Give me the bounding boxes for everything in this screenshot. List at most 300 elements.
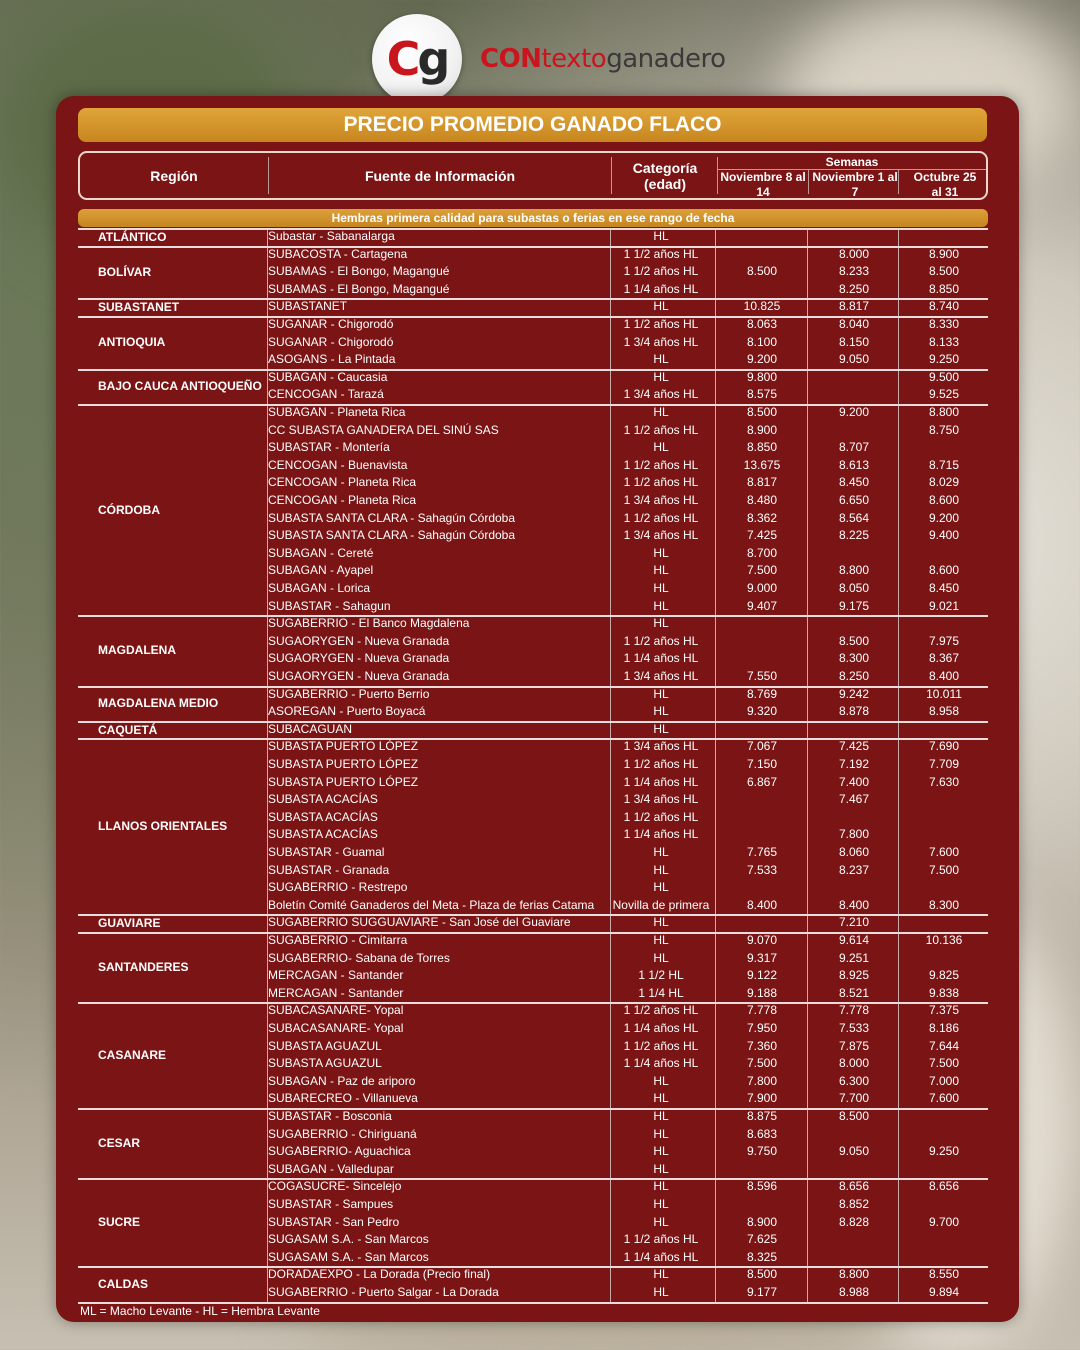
table-row: [78, 914, 988, 932]
week3-value: 7.600: [928, 1091, 960, 1106]
source-cell: SUBASTAR - Sampues: [268, 1197, 394, 1211]
week3-value: 8.300: [928, 897, 960, 912]
week2-value: 8.150: [838, 334, 870, 349]
week3-value: 8.800: [928, 405, 960, 419]
week2-value: 8.500: [838, 633, 870, 648]
week3-value: 7.690: [928, 739, 960, 754]
region-name: CASANARE: [98, 1048, 167, 1063]
table-row: [78, 1249, 988, 1267]
category-cell: 1 1/2 años HL: [623, 422, 699, 437]
week1-value: 8.100: [746, 334, 778, 349]
table-row: [78, 1108, 988, 1126]
source-cell: SUBASTA ACACÍAS: [268, 792, 378, 807]
week2-value: 8.250: [838, 281, 870, 296]
table-row: [78, 369, 988, 387]
category-cell: HL: [653, 598, 669, 613]
week1-value: 9.200: [746, 352, 778, 367]
category-cell: HL: [653, 1197, 669, 1211]
week3-value: 9.825: [928, 968, 960, 983]
table-row: [78, 386, 988, 404]
week3-value: 8.715: [928, 457, 960, 472]
table-row: [78, 703, 988, 721]
week3-value: 8.367: [928, 651, 960, 666]
category-cell: HL: [653, 880, 669, 895]
source-cell: SUGANAR - Chigorodó: [268, 317, 394, 331]
table-row: [78, 686, 988, 704]
region-name: SUBASTANET: [98, 300, 180, 315]
table-row: [78, 1143, 988, 1161]
week3-value: 7.000: [928, 1073, 960, 1088]
week3-value: 8.133: [928, 334, 960, 349]
source-cell: SUBAGAN - Paz de ariporo: [268, 1073, 416, 1088]
table-row: [78, 1161, 988, 1179]
source-cell: Boletín Comité Ganaderos del Meta - Plaza de ferias Catama: [268, 897, 595, 912]
brand-logo: [372, 14, 726, 104]
header-weeks: Semanas: [825, 155, 879, 169]
week3-value: 8.600: [928, 493, 960, 507]
section-subtitle: Hembras primera calidad para subastas o ferias en ese rango de fecha: [78, 209, 988, 227]
category-cell: 1 1/2 años HL: [623, 757, 699, 771]
category-cell: 1 1/2 años HL: [623, 475, 699, 490]
week2-value: 8.237: [838, 862, 870, 877]
table-row: [78, 791, 988, 809]
week2-value: 8.400: [838, 897, 870, 912]
source-cell: SUBASTAR - San Pedro: [268, 1214, 400, 1229]
week2-value: 8.000: [838, 246, 870, 261]
table-row: [78, 756, 988, 774]
week2-value: 9.200: [838, 405, 870, 419]
table-row: [78, 615, 988, 633]
week3-value: 9.250: [928, 1144, 960, 1159]
category-cell: HL: [653, 862, 669, 877]
week2-value: 8.450: [838, 475, 870, 490]
week1-value: 8.480: [746, 493, 778, 507]
week2-value: 6.650: [838, 493, 870, 507]
week2-value: 7.192: [838, 757, 870, 771]
source-cell: SUGABERRIO- Aguachica: [268, 1144, 411, 1159]
category-cell: HL: [653, 299, 669, 314]
week1-value: 8.769: [746, 686, 778, 701]
table-row: [78, 527, 988, 545]
source-cell: SUGABERRIO - Puerto Berrio: [268, 686, 430, 701]
category-cell: HL: [653, 616, 669, 631]
table-row: [78, 316, 988, 334]
week2-value: 7.425: [838, 739, 870, 754]
table-row: [78, 809, 988, 827]
table-row: [78, 1126, 988, 1144]
week2-value: 7.400: [838, 774, 870, 789]
week1-value: 8.900: [746, 1214, 778, 1229]
week2-value: 8.800: [838, 563, 870, 578]
week2-value: 8.050: [838, 581, 870, 595]
category-cell: Novilla de primera: [612, 897, 710, 912]
week2-value: 7.875: [838, 1038, 870, 1053]
table-row: [78, 492, 988, 510]
category-cell: HL: [653, 933, 669, 947]
header-week-3: Octubre 25 al 31: [913, 170, 977, 199]
source-cell: SUBACOSTA - Cartagena: [268, 246, 408, 261]
source-cell: SUBAMAS - El Bongo, Magangué: [268, 264, 450, 279]
week1-value: 8.325: [746, 1249, 778, 1264]
week2-value: 8.500: [838, 1109, 870, 1123]
week1-value: 7.625: [746, 1232, 778, 1247]
category-cell: HL: [653, 1109, 669, 1123]
week3-value: 9.250: [928, 352, 960, 367]
source-cell: SUBACAGUAN: [268, 721, 353, 736]
table-row: [78, 1231, 988, 1249]
table-row: [78, 474, 988, 492]
week1-value: 8.575: [746, 387, 778, 402]
week2-value: 9.050: [838, 1144, 870, 1159]
region-name: LLANOS ORIENTALES: [98, 819, 228, 834]
week1-value: 8.683: [746, 1126, 778, 1141]
week1-value: 7.425: [746, 528, 778, 543]
week3-value: 9.894: [928, 1285, 960, 1299]
table-row: [78, 774, 988, 792]
week2-value: 8.233: [838, 264, 870, 279]
week2-value: 8.225: [838, 528, 870, 543]
week3-value: 7.600: [928, 845, 960, 859]
category-cell: 1 1/2 años HL: [623, 264, 699, 279]
source-cell: SUBASTAR - Granada: [268, 862, 390, 877]
category-cell: HL: [653, 1285, 669, 1299]
week1-value: 8.700: [746, 545, 778, 560]
source-cell: SUGABERRIO - Chiriguaná: [268, 1126, 417, 1141]
source-cell: SUGABERRIO - El Banco Magdalena: [268, 616, 470, 631]
source-cell: SUGASAM S.A. - San Marcos: [268, 1249, 429, 1264]
brand-mark-icon: C g: [372, 14, 462, 104]
week3-value: 8.958: [928, 704, 960, 719]
source-cell: SUBASTA SANTA CLARA - Sahagún Córdoba: [268, 528, 516, 543]
table-row: [78, 404, 988, 422]
source-cell: SUBAGAN - Planeta Rica: [268, 405, 406, 419]
week1-value: 6.867: [746, 774, 778, 789]
category-cell: 1 1/4 años HL: [623, 774, 699, 789]
page-title: PRECIO PROMEDIO GANADO FLACO: [78, 108, 987, 142]
region-name: CAQUETÁ: [98, 722, 158, 737]
week3-value: 8.850: [928, 281, 960, 296]
category-cell: HL: [653, 229, 669, 243]
header-region: Región: [150, 167, 198, 184]
region-name: GUAVIARE: [98, 916, 161, 931]
category-cell: 1 1/4 años HL: [623, 281, 699, 296]
table-row: [78, 1266, 988, 1284]
week2-value: 9.614: [838, 933, 870, 947]
week2-value: 7.700: [838, 1091, 870, 1106]
category-cell: HL: [653, 1214, 669, 1229]
source-cell: ASOGANS - La Pintada: [268, 352, 396, 367]
region-name: CALDAS: [98, 1276, 148, 1291]
week1-value: 9.070: [746, 933, 778, 947]
category-cell: 1 1/4 años HL: [623, 1056, 699, 1071]
category-cell: 1 1/4 años HL: [623, 1021, 699, 1035]
table-row: [78, 263, 988, 281]
category-cell: 1 1/4 años HL: [623, 1249, 699, 1264]
week3-value: 8.550: [928, 1267, 960, 1282]
category-cell: 1 1/2 años HL: [623, 1003, 699, 1018]
category-cell: HL: [653, 563, 669, 578]
table-row: [78, 1020, 988, 1038]
week1-value: 8.850: [746, 440, 778, 455]
category-cell: HL: [653, 581, 669, 595]
source-cell: SUBASTAR - Sahagun: [268, 598, 391, 613]
region-name: ATLÁNTICO: [98, 229, 167, 244]
week1-value: 9.320: [746, 704, 778, 719]
source-cell: CENCOGAN - Planeta Rica: [268, 493, 417, 507]
week3-value: 9.700: [928, 1214, 960, 1229]
source-cell: SUBAGAN - Ayapel: [268, 563, 374, 578]
category-cell: HL: [653, 845, 669, 859]
week2-value: 7.533: [838, 1021, 870, 1035]
category-cell: HL: [653, 704, 669, 719]
header-source: Fuente de Información: [364, 167, 516, 184]
table-row: [78, 1055, 988, 1073]
week2-value: 9.251: [838, 950, 870, 965]
week3-value: 7.630: [928, 774, 960, 789]
week1-value: 9.177: [746, 1285, 778, 1299]
week1-value: 8.500: [746, 1267, 778, 1282]
week2-value: 8.521: [838, 985, 870, 1000]
category-cell: HL: [653, 405, 669, 419]
category-cell: 1 3/4 años HL: [623, 334, 699, 349]
week3-value: 9.400: [928, 528, 960, 543]
brand-name: CONtextoganadero: [480, 44, 726, 74]
week3-value: 8.500: [928, 264, 960, 279]
region-name: MAGDALENA: [98, 643, 176, 658]
table-row: [78, 439, 988, 457]
source-cell: SUGAORYGEN - Nueva Granada: [268, 633, 450, 648]
table-row: [78, 1090, 988, 1108]
week1-value: 9.407: [746, 598, 778, 613]
region-name: SUCRE: [98, 1215, 141, 1230]
category-cell: 1 1/4 HL: [638, 985, 684, 1000]
source-cell: SUGASAM S.A. - San Marcos: [268, 1232, 429, 1247]
week3-value: 9.500: [928, 369, 960, 384]
source-cell: MERCAGAN - Santander: [268, 968, 404, 983]
source-cell: SUGAORYGEN - Nueva Granada: [268, 669, 450, 683]
week1-value: 7.067: [746, 739, 778, 754]
source-cell: Subastar - Sabanalarga: [268, 229, 395, 243]
week1-value: 9.000: [746, 581, 778, 595]
week1-value: 7.360: [746, 1038, 778, 1053]
region-name: MAGDALENA MEDIO: [98, 696, 219, 711]
week2-value: 9.050: [838, 352, 870, 367]
source-cell: SUBASTA SANTA CLARA - Sahagún Córdoba: [268, 510, 516, 525]
source-cell: SUGAORYGEN - Nueva Granada: [268, 651, 450, 666]
source-cell: SUBAGAN - Caucasia: [268, 369, 388, 384]
source-cell: SUBAMAS - El Bongo, Magangué: [268, 281, 450, 296]
table-row: [78, 967, 988, 985]
week2-value: 7.210: [838, 915, 870, 930]
week3-value: 8.750: [928, 422, 960, 437]
week3-value: 8.656: [928, 1179, 960, 1194]
week1-value: 8.063: [746, 317, 778, 331]
week2-value: 8.852: [838, 1197, 870, 1211]
week2-value: 7.800: [838, 827, 870, 842]
source-cell: CENCOGAN - Buenavista: [268, 457, 408, 472]
week1-value: 8.362: [746, 510, 778, 525]
category-cell: 1 1/2 años HL: [623, 246, 699, 261]
table-row: [78, 826, 988, 844]
week2-value: 8.250: [838, 669, 870, 683]
table-row: [78, 879, 988, 897]
week1-value: 9.750: [746, 1144, 778, 1159]
table-row: [78, 1073, 988, 1091]
header-week-1: Noviembre 8 al 14: [720, 170, 806, 199]
table-row: [78, 633, 988, 651]
table-row: [78, 1284, 988, 1302]
category-cell: HL: [653, 1267, 669, 1282]
category-cell: HL: [653, 721, 669, 736]
region-name: ANTIOQUIA: [98, 335, 166, 350]
table-row: [78, 457, 988, 475]
week1-value: 8.500: [746, 405, 778, 419]
week2-value: 8.707: [838, 440, 870, 455]
source-cell: SUBASTA AGUAZUL: [268, 1038, 382, 1053]
source-cell: COGASUCRE- Sincelejo: [268, 1179, 402, 1194]
week1-value: 7.900: [746, 1091, 778, 1106]
source-cell: SUBASTA AGUAZUL: [268, 1056, 382, 1071]
week2-value: 8.300: [838, 651, 870, 666]
category-cell: HL: [653, 1126, 669, 1141]
table-row: [78, 351, 988, 369]
header-category: Categoría (edad): [632, 159, 698, 192]
week2-value: 8.828: [838, 1214, 870, 1229]
header-week-2: Noviembre 1 al 7: [812, 170, 898, 199]
region-name: SANTANDERES: [98, 960, 189, 975]
week1-value: 9.122: [746, 968, 778, 983]
category-cell: HL: [653, 1179, 669, 1194]
week2-value: 7.778: [838, 1003, 870, 1018]
week3-value: 10.136: [925, 933, 963, 947]
source-cell: SUBASTAR - Bosconia: [268, 1109, 392, 1123]
table-row: [78, 562, 988, 580]
category-cell: HL: [653, 352, 669, 367]
week3-value: 8.740: [928, 299, 960, 314]
week3-value: 8.900: [928, 246, 960, 261]
source-cell: SUBASTA PUERTO LÓPEZ: [268, 757, 419, 771]
week2-value: 7.467: [838, 792, 870, 807]
table-row: [78, 334, 988, 352]
week3-value: 8.400: [928, 669, 960, 683]
week3-value: 8.450: [928, 581, 960, 595]
table-row: [78, 598, 988, 616]
week3-value: 9.525: [928, 387, 960, 402]
category-cell: HL: [653, 440, 669, 455]
source-cell: SUGABERRIO SUGGUAVIARE - San José del Guaviare: [268, 915, 571, 930]
category-cell: 1 1/2 años HL: [623, 809, 699, 824]
category-cell: 1 3/4 años HL: [623, 493, 699, 507]
week2-value: 9.175: [838, 598, 870, 613]
category-cell: HL: [653, 1073, 669, 1088]
footnote: ML = Macho Levante - HL = Hembra Levante: [80, 1304, 320, 1318]
week1-value: 7.800: [746, 1073, 778, 1088]
source-cell: SUBARECREO - Villanueva: [268, 1091, 418, 1106]
table-row: [78, 897, 988, 915]
week3-value: 8.186: [928, 1021, 960, 1035]
table-row: [78, 298, 988, 316]
source-cell: SUBASTA PUERTO LÓPEZ: [268, 739, 419, 754]
week1-value: 7.950: [746, 1021, 778, 1035]
week3-value: 7.500: [928, 862, 960, 877]
category-cell: HL: [653, 369, 669, 384]
category-cell: 1 3/4 años HL: [623, 669, 699, 683]
source-cell: CENCOGAN - Tarazá: [268, 387, 384, 402]
week1-value: 7.150: [746, 757, 778, 771]
week2-value: 8.656: [838, 1179, 870, 1194]
week2-value: 8.564: [838, 510, 870, 525]
source-cell: SUBACASANARE- Yopal: [268, 1003, 404, 1018]
week1-value: 7.500: [746, 563, 778, 578]
table-row: [78, 862, 988, 880]
source-cell: SUBASTA ACACÍAS: [268, 827, 378, 842]
table-row: [78, 1002, 988, 1020]
week3-value: 7.644: [928, 1038, 960, 1053]
week2-value: 8.800: [838, 1267, 870, 1282]
table-row: [78, 844, 988, 862]
category-cell: 1 3/4 años HL: [623, 739, 699, 754]
week2-value: 8.878: [838, 704, 870, 719]
category-cell: HL: [653, 545, 669, 560]
week1-value: 9.800: [746, 369, 778, 384]
source-cell: SUBAGAN - Lorica: [268, 581, 371, 595]
week1-value: 8.500: [746, 264, 778, 279]
category-cell: 1 1/2 años HL: [623, 317, 699, 331]
week1-value: 7.533: [746, 862, 778, 877]
table-row: [78, 985, 988, 1003]
table-row: [78, 950, 988, 968]
category-cell: 1 1/4 años HL: [623, 827, 699, 842]
week3-value: 7.500: [928, 1056, 960, 1071]
week3-value: 8.330: [928, 317, 960, 331]
table-header: [78, 151, 988, 200]
source-cell: SUGANAR - Chigorodó: [268, 334, 394, 349]
week1-value: 8.596: [746, 1179, 778, 1194]
week1-value: 7.765: [746, 845, 778, 859]
source-cell: SUBASTA ACACÍAS: [268, 809, 378, 824]
week1-value: 8.900: [746, 422, 778, 437]
source-cell: MERCAGAN - Santander: [268, 985, 404, 1000]
table-row: [78, 932, 988, 950]
category-cell: 1 3/4 años HL: [623, 387, 699, 402]
week2-value: 9.242: [838, 686, 870, 701]
table-row: [78, 650, 988, 668]
table-row: [78, 1038, 988, 1056]
week1-value: 13.675: [743, 457, 781, 472]
category-cell: 1 1/2 años HL: [623, 457, 699, 472]
week2-value: 8.000: [838, 1056, 870, 1071]
source-cell: CC SUBASTA GANADERA DEL SINÚ SAS: [268, 422, 499, 437]
week3-value: 9.021: [928, 598, 960, 613]
region-name: BOLÍVAR: [98, 264, 152, 279]
source-cell: DORADAEXPO - La Dorada (Precio final): [268, 1267, 491, 1282]
week3-value: 9.838: [928, 985, 960, 1000]
week3-value: 9.200: [928, 510, 960, 525]
table-row: [78, 1214, 988, 1232]
category-cell: HL: [653, 686, 669, 701]
source-cell: SUBAGAN - Valledupar: [268, 1161, 394, 1176]
source-cell: ASOREGAN - Puerto Boyacá: [268, 704, 426, 719]
week2-value: 6.300: [838, 1073, 870, 1088]
week1-value: 10.825: [743, 299, 781, 314]
table-row: [78, 510, 988, 528]
source-cell: SUBASTAR - Montería: [268, 440, 390, 455]
category-cell: 1 3/4 años HL: [623, 792, 699, 807]
table-row: [78, 721, 988, 739]
week3-value: 10.011: [926, 686, 962, 701]
region-name: CÓRDOBA: [98, 502, 160, 517]
region-name: CESAR: [98, 1136, 141, 1151]
